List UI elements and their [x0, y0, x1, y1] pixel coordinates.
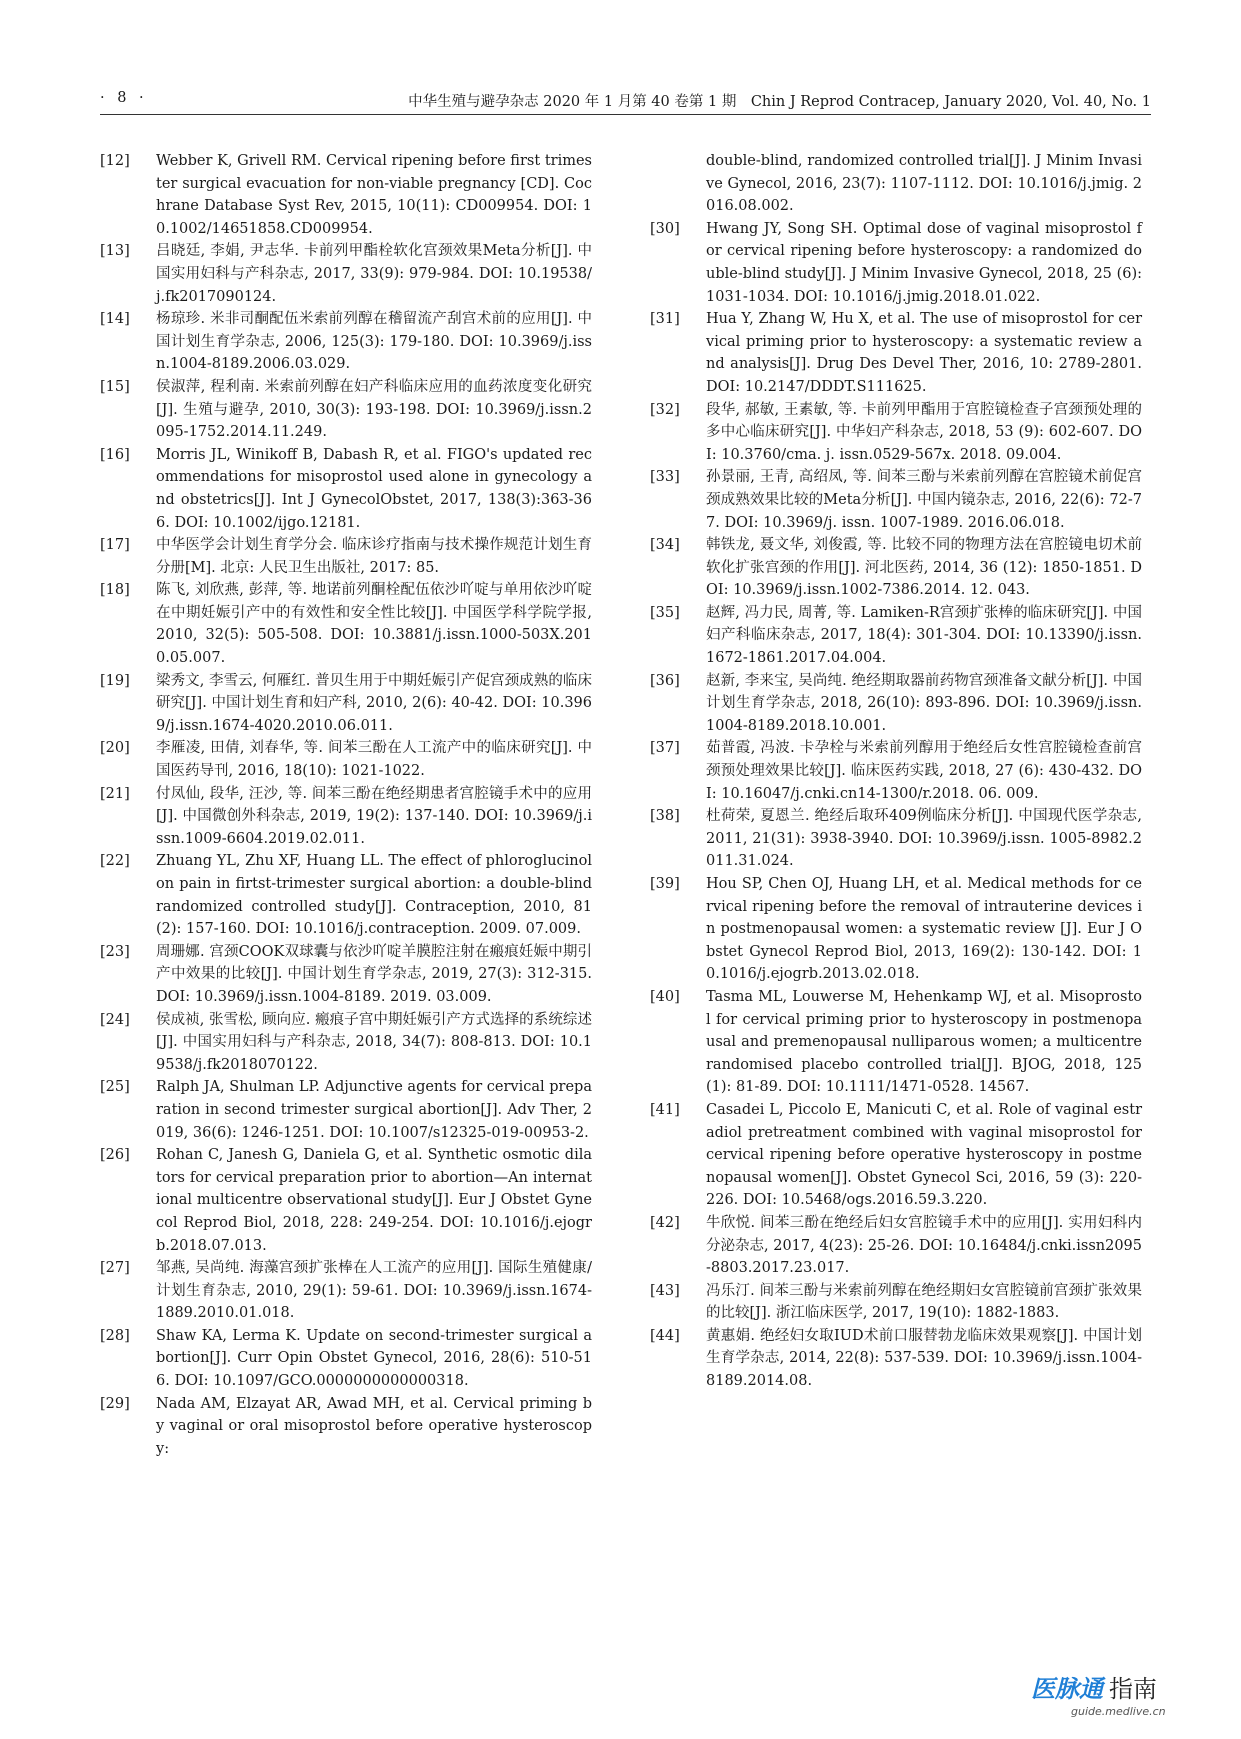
reference-number: [16]: [100, 446, 130, 463]
header-rule: [100, 114, 1151, 115]
reference-text: 侯成祯, 张雪松, 顾向应. 瘢痕子宫中期妊娠引产方式选择的系统综述[J]. 中国实用妇科与产科杂志, 2018, 34(7): 808-813. DOI: 10.19538/j.fk2018070122.: [156, 1011, 592, 1073]
reference-text: Rohan C, Janesh G, Daniela G, et al. Synthetic osmotic dilators for cervical preparation prior to abortion—An international multicentre observational study[J]. Eur J Obstet Gynecol Reprod Biol, 2018, 228: 249-254. DOI: 10.1016/j.ejogrb.2018.07.013.: [156, 1147, 592, 1254]
reference-number: [22]: [100, 853, 130, 870]
reference-number: [26]: [100, 1147, 130, 1164]
reference-item: [100, 1393, 592, 1461]
reference-number: [29]: [100, 1395, 130, 1412]
reference-text: Hou SP, Chen OJ, Huang LH, et al. Medical methods for cervical ripening before the removal of intrauterine devices in postmenopausal women: a systematic review [J]. Eur J Obstet Gynecol Reprod Biol, 2013, 169(2): 130-142. DOI: 10.1016/j.ejogrb.2013.02.018.: [706, 876, 1142, 983]
reference-text: 李雁凌, 田倩, 刘春华, 等. 间苯三酚在人工流产中的临床研究[J]. 中国医药导刊, 2016, 18(10): 1021-1022.: [156, 740, 592, 780]
reference-item: [100, 150, 592, 240]
reference-number: [19]: [100, 672, 130, 689]
reference-number: [39]: [650, 876, 680, 892]
reference-number: [15]: [100, 378, 130, 395]
reference-item: [100, 444, 592, 534]
reference-item: [650, 873, 1142, 986]
reference-number: [12]: [100, 153, 130, 169]
reference-text: 赵辉, 冯力民, 周菁, 等. Lamiken-R宫颈扩张棒的临床研究[J]. 中国妇产科临床杂志, 2017, 18(4): 301-304. DOI: 10.13390/j.issn.1672-1861.2017.04.004.: [706, 604, 1142, 667]
reference-text: Shaw KA, Lerma K. Update on second-trimester surgical abortion[J]. Curr Opin Obstet Gynecol, 2016, 28(6): 510-516. DOI: 10.1097/GCO.0000000000000318.: [156, 1327, 592, 1390]
reference-item: [650, 534, 1142, 602]
reference-number: [37]: [650, 740, 680, 757]
watermark-url: guide.medlive.cn: [1071, 1705, 1166, 1718]
reference-text: Hua Y, Zhang W, Hu X, et al. The use of misoprostol for cervical priming prior to hysteroscopy: a systematic review and analysis[J]. Drug Des Devel Ther, 2016, 10: 2789-2801. DOI: 10.2147/DDDT.S111625.: [706, 311, 1142, 395]
reference-text: 黄惠娟. 绝经妇女取IUD术前口服替勃龙临床效果观察[J]. 中国计划生育学杂志, 2014, 22(8): 537-539. DOI: 10.3969/j.issn.1004-8189.2014.08.: [706, 1327, 1142, 1390]
reference-number: [44]: [650, 1327, 680, 1344]
watermark-logo-suffix: 指南: [1109, 1675, 1157, 1703]
reference-text: Hwang JY, Song SH. Optimal dose of vaginal misoprostol for cervical ripening before hysteroscopy: a randomized double-blind study[J]. J Minim Invasive Gynecol, 2018, 25 (6): 1031-1034. DOI: 10.1016/j.jmig.2018.01.022.: [706, 220, 1142, 305]
reference-text: 陈飞, 刘欣燕, 彭萍, 等. 地诺前列酮栓配伍依沙吖啶与单用依沙吖啶在中期妊娠引产中的有效性和安全性比较[J]. 中国医学科学院学报, 2010, 32(5): 505-508. DOI: 10.3881/j.issn.1000-503X.2010.05.007.: [156, 582, 592, 667]
reference-text: 赵新, 李来宝, 吴尚纯. 绝经期取器前药物宫颈准备文献分析[J]. 中国计划生育学杂志, 2018, 26(10): 893-896. DOI: 10.3969/j.issn.1004-8189.2018.10.001.: [706, 672, 1142, 734]
reference-number: [20]: [100, 740, 130, 757]
reference-item: [650, 602, 1142, 670]
reference-text: 冯乐汀. 间苯三酚与米索前列醇在绝经期妇女宫腔镜前宫颈扩张效果的比较[J]. 浙江临床医学, 2017, 19(10): 1882-1883.: [706, 1282, 1142, 1322]
reference-number: [18]: [100, 582, 130, 599]
reference-text: 杜荷荣, 夏恩兰. 绝经后取环409例临床分析[J]. 中国现代医学杂志, 2011, 21(31): 3938-3940. DOI: 10.3969/j.issn. 1005-8982.2011.31.024.: [706, 808, 1142, 870]
reference-number: [34]: [650, 537, 680, 554]
reference-text: 韩铁龙, 聂文华, 刘俊霞, 等. 比较不同的物理方法在宫腔镜电切术前软化扩张宫颈的作用[J]. 河北医药, 2014, 36 (12): 1850-1851. DOI: 10.3969/j.issn.1002-7386.2014. 12. 043.: [706, 537, 1142, 599]
reference-item: [100, 737, 592, 782]
reference-item: [100, 1144, 592, 1257]
reference-item: [650, 670, 1142, 738]
reference-text: 周珊娜. 宫颈COOK双球囊与依沙吖啶羊膜腔注射在瘢痕妊娠中期引产中效果的比较[J]. 中国计划生育学杂志, 2019, 27(3): 312-315. DOI: 10.3969/j.issn.1004-8189. 2019. 03.009.: [156, 943, 592, 1005]
reference-item: [650, 1099, 1142, 1212]
reference-text: 孙景丽, 王青, 高绍凤, 等. 间苯三酚与米索前列醇在宫腔镜术前促宫颈成熟效果比较的Meta分析[J]. 中国内镜杂志, 2016, 22(6): 72-77. DOI: 10.3969/j. issn. 1007-1989. 2016.06.018.: [706, 469, 1142, 531]
reference-item: [650, 805, 1142, 873]
reference-text: 侯淑萍, 程利南. 米索前列醇在妇产科临床应用的血药浓度变化研究[J]. 生殖与避孕, 2010, 30(3): 193-198. DOI: 10.3969/j.issn.2095-1752.2014.11.249.: [156, 378, 592, 441]
reference-text: Morris JL, Winikoff B, Dabash R, et al. FIGO's updated recommendations for misoprostol used alone in gynecology and obstetrics[J]. Int J GynecolObstet, 2017, 138(3):363-366. DOI: 10.1002/ijgo.12181.: [156, 446, 592, 531]
reference-number: [25]: [100, 1079, 130, 1096]
reference-text: Ralph JA, Shulman LP. Adjunctive agents for cervical preparation in second trimester surgical abortion[J]. Adv Ther, 2019, 36(6): 1246-1251. DOI: 10.1007/s12325-019-00953-2.: [156, 1079, 592, 1141]
left-column-references: [100, 150, 592, 1460]
reference-item: [100, 240, 592, 308]
reference-number: [17]: [100, 537, 130, 554]
reference-text: 茹普霞, 冯波. 卡孕栓与米索前列醇用于绝经后女性宫腔镜检查前宫颈预处理效果比较[J]. 临床医药实践, 2018, 27 (6): 430-432. DOI: 10.16047/j.cnki.cn14-1300/r.2018. 06. 009.: [706, 740, 1142, 802]
reference-number: [32]: [650, 401, 680, 418]
reference-number: [36]: [650, 672, 680, 689]
reference-number: [35]: [650, 604, 680, 621]
reference-item: [650, 1280, 1142, 1325]
reference-item: [100, 376, 592, 444]
page-number: · 8 ·: [100, 90, 148, 106]
reference-item: [650, 218, 1142, 308]
reference-item: [650, 466, 1142, 534]
watermark-logo: 医脉通: [1031, 1675, 1103, 1703]
reference-text: Webber K, Grivell RM. Cervical ripening before first trimester surgical evacuation for non-viable pregnancy [CD]. Cochrane Database Syst Rev, 2015, 10(11): CD009954. DOI: 10.1002/14651858.CD009954.: [156, 153, 592, 237]
reference-number: [13]: [100, 243, 130, 260]
reference-text: 梁秀文, 李雪云, 何雁红. 普贝生用于中期妊娠引产促宫颈成熟的临床研究[J]. 中国计划生育和妇产科, 2010, 2(6): 40-42. DOI: 10.3969/j.issn.1674-4020.2010.06.011.: [156, 672, 592, 734]
reference-item: [650, 399, 1142, 467]
reference-item: [650, 1212, 1142, 1280]
right-column-references: [650, 150, 1142, 1393]
reference-text: 吕晓廷, 李娟, 尹志华. 卡前列甲酯栓软化宫颈效果Meta分析[J]. 中国实用妇科与产科杂志, 2017, 33(9): 979-984. DOI: 10.19538/j.fk2017090124.: [156, 243, 592, 305]
reference-text: Zhuang YL, Zhu XF, Huang LL. The effect of phloroglucinol on pain in firtst-trimester surgical abortion: a double-blind randomized controlled study[J]. Contraception, 2010, 81(2): 157-160. DOI: 10.1016/j.contraception. 2009. 07.009.: [156, 853, 592, 938]
reference-number: [23]: [100, 943, 130, 960]
reference-number: [24]: [100, 1011, 130, 1028]
reference-number: [21]: [100, 785, 130, 802]
reference-item: [650, 1325, 1142, 1393]
reference-item: [100, 1257, 592, 1325]
reference-item: [100, 308, 592, 376]
reference-number: [14]: [100, 311, 130, 328]
reference-item: [100, 1009, 592, 1077]
reference-item: [650, 308, 1142, 398]
reference-number: [40]: [650, 988, 680, 1005]
reference-text: 付凤仙, 段华, 汪沙, 等. 间苯三酚在绝经期患者宫腔镜手术中的应用[J]. 中国微创外科杂志, 2019, 19(2): 137-140. DOI: 10.3969/j.issn.1009-6604.2019.02.011.: [156, 785, 592, 847]
reference-item: [100, 941, 592, 1009]
reference-item: [100, 670, 592, 738]
watermark: [1031, 1669, 1181, 1729]
reference-item: [100, 1076, 592, 1144]
reference-item: [100, 579, 592, 669]
reference-text: 邹燕, 吴尚纯. 海藻宫颈扩张棒在人工流产的应用[J]. 国际生殖健康/计划生育杂志, 2010, 29(1): 59-61. DOI: 10.3969/j.issn.1674-1889.2010.01.018.: [156, 1260, 592, 1322]
reference-text: Nada AM, Elzayat AR, Awad MH, et al. Cervical priming by vaginal or oral misoprostol before operative hysteroscopy:: [156, 1395, 592, 1457]
reference-number: [41]: [650, 1101, 680, 1118]
reference-item: [100, 783, 592, 851]
reference-item: [100, 1325, 592, 1393]
reference-number: [33]: [650, 469, 680, 486]
reference-text: 牛欣悦. 间苯三酚在绝经后妇女宫腔镜手术中的应用[J]. 实用妇科内分泌杂志, 2017, 4(23): 25-26. DOI: 10.16484/j.cnki.issn2095-8803.2017.23.017.: [706, 1214, 1143, 1277]
page-header: [100, 88, 1151, 112]
reference-text: 杨琼珍. 米非司酮配伍米索前列醇在稽留流产刮宫术前的应用[J]. 中国计划生育学杂志, 2006, 125(3): 179-180. DOI: 10.3969/j.issn.1004-8189.2006.03.029.: [156, 311, 592, 373]
reference-number: [38]: [650, 808, 680, 825]
reference-number: [28]: [100, 1327, 130, 1344]
reference-number: [27]: [100, 1260, 130, 1277]
reference-continuation: double-blind, randomized controlled trial[J]. J Minim Invasive Gynecol, 2016, 23(7): 1107-1112. DOI: 10.1016/j.jmig. 2016.08.002.: [706, 153, 1142, 215]
reference-number: [42]: [650, 1214, 680, 1231]
reference-item: [100, 534, 592, 579]
reference-item: [100, 850, 592, 940]
reference-number: [43]: [650, 1282, 680, 1299]
reference-item: [650, 737, 1142, 805]
reference-number: [31]: [650, 311, 680, 328]
running-title: 中华生殖与避孕杂志 2020 年 1 月第 40 卷第 1 期 Chin J Reprod Contracep, January 2020, Vol. 40, No. 1: [408, 94, 1151, 110]
reference-text: 中华医学会计划生育学分会. 临床诊疗指南与技术操作规范计划生育分册[M]. 北京: 人民卫生出版社, 2017: 85.: [156, 537, 592, 576]
reference-item: [650, 986, 1142, 1099]
reference-text: 段华, 郝敏, 王素敏, 等. 卡前列甲酯用于宫腔镜检查子宫颈预处理的多中心临床研究[J]. 中华妇产科杂志, 2018, 53 (9): 602-607. DOI: 10.3760/cma. j. issn.0529-567x. 2018. 09.004.: [706, 401, 1142, 463]
reference-text: Casadei L, Piccolo E, Manicuti C, et al. Role of vaginal estradiol pretreatment combined with vaginal misoprostol for cervical ripening before operative hysteroscopy in postmenopausal women[J]. Obstet Gynecol Sci, 2016, 59 (3): 220-226. DOI: 10.5468/ogs.2016.59.3.220.: [706, 1101, 1142, 1209]
reference-number: [30]: [650, 220, 680, 237]
reference-text: Tasma ML, Louwerse M, Hehenkamp WJ, et al. Misoprostol for cervical priming prior to hysteroscopy in postmenopausal and premenopausal nulliparous women; a multicentrerandomised placebo controlled trial[J]. BJOG, 2018, 125(1): 81-89. DOI: 10.1111/1471-0528. 14567.: [706, 988, 1142, 1096]
